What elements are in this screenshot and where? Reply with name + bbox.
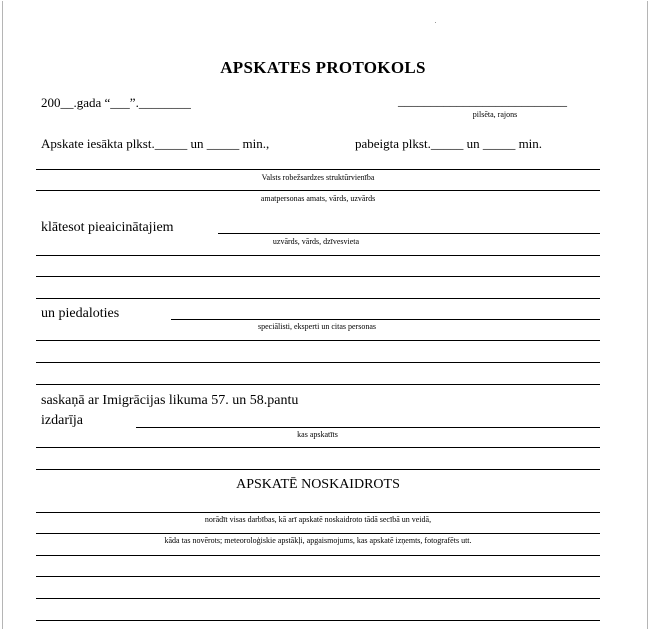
blank-line [36, 384, 600, 385]
performed-label: izdarīja [41, 413, 83, 428]
blank-line [36, 598, 600, 599]
participants-line [171, 319, 600, 320]
institution-line [36, 169, 600, 170]
witnesses-label: klātesot pieaicinātajiem [41, 220, 174, 235]
official-caption: amatpersonas amats, vārds, uzvārds [260, 194, 376, 203]
participants-caption: speciālisti, eksperti un citas personas [258, 322, 376, 331]
law-reference: saskaņā ar Imigrācijas likuma 57. un 58.pantu [41, 393, 299, 408]
institution-caption: Valsts robežsardzes struktūrvienība [261, 173, 375, 182]
witnesses-line [218, 233, 600, 234]
blank-line [36, 298, 600, 299]
blank-line [36, 362, 600, 363]
findings-heading: APSKATĒ NOSKAIDROTS [236, 477, 400, 492]
witnesses-caption: uzvārds, vārds, dzīvesvieta [272, 237, 360, 246]
findings-caption-2: kāda tas novērots; meteoroloģiskie apstākļi, apgaismojums, kas apskatē izņemts, fotografēts utt. [164, 536, 472, 545]
official-line [36, 190, 600, 191]
end-time-field: pabeigta plkst._____ un _____ min. [355, 136, 543, 151]
start-time-field: Apskate iesākta plkst._____ un _____ min., [41, 136, 270, 151]
date-field: 200__.gada “___”.________ [41, 95, 191, 110]
object-line [136, 427, 600, 428]
document-title: APSKATES PROTOKOLS [220, 58, 426, 77]
blank-line [36, 555, 600, 556]
blank-line [36, 576, 600, 577]
blank-line [36, 255, 600, 256]
blank-line [36, 447, 600, 448]
object-caption: kas apskatīts [297, 430, 338, 439]
blank-line [36, 276, 600, 277]
findings-caption-1: norādīt visas darbības, kā arī apskatē noskaidroto tādā secībā un veidā, [204, 515, 432, 524]
blank-line [36, 620, 600, 621]
findings-line [36, 512, 600, 513]
place-caption: pilsēta, rajons [472, 110, 518, 119]
participants-label: un piedaloties [41, 306, 120, 321]
blank-line [36, 340, 600, 341]
place-field: __________________________ [398, 93, 567, 108]
blank-line [36, 469, 600, 470]
findings-line [36, 533, 600, 534]
scan-speck [435, 22, 436, 23]
